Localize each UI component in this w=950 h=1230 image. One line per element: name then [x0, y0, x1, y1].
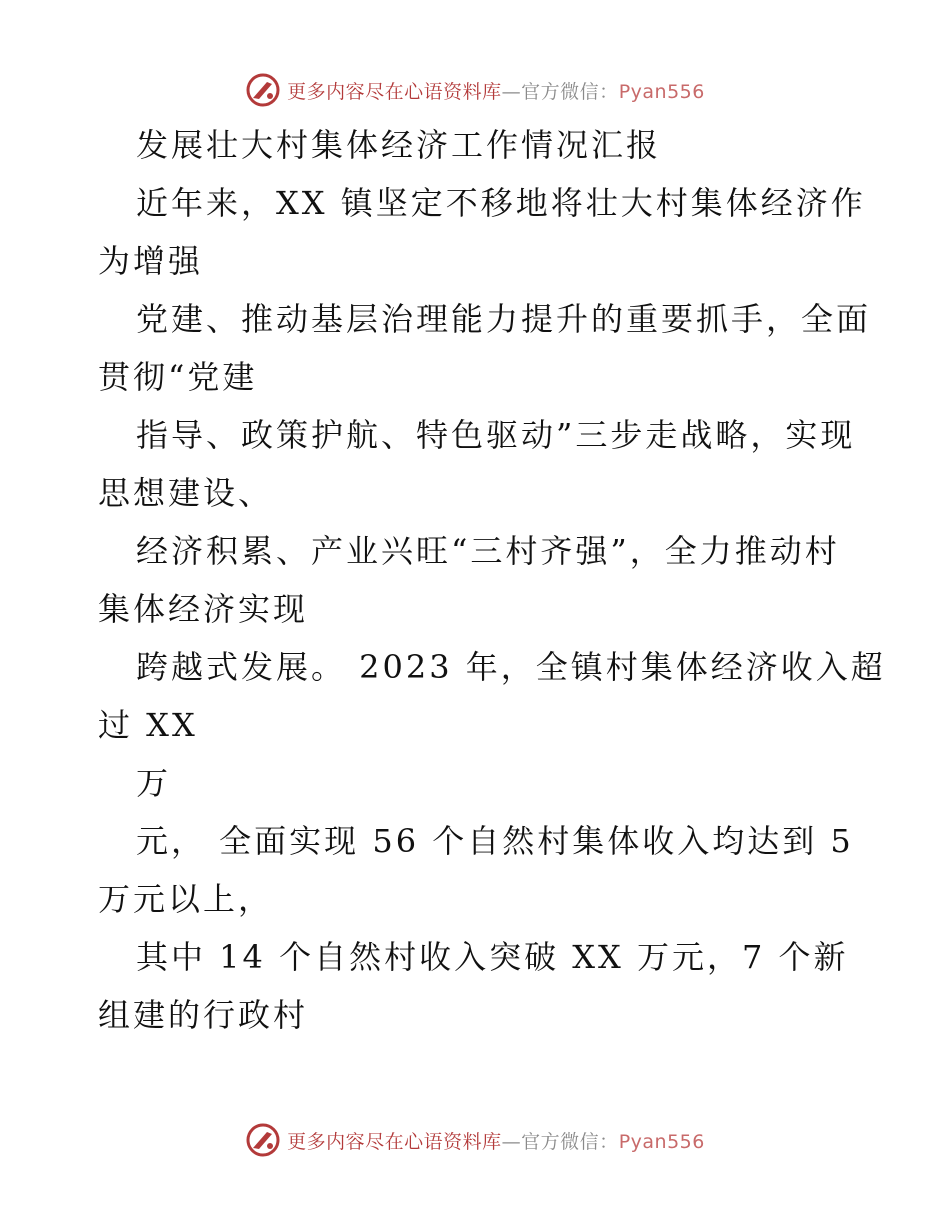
paragraph-line: 贯彻“党建: [98, 358, 258, 396]
document-title: 发展壮大村集体经济工作情况汇报: [136, 126, 662, 164]
banner-wechat-id: Pyan556: [618, 80, 705, 103]
paragraph-line: 经济积累、产业兴旺“三村齐强”，全力推动村: [136, 532, 840, 570]
document-body: [98, 116, 886, 1044]
banner-title: 更多内容尽在心语资料库: [287, 1130, 502, 1153]
paragraph-line: 万元以上，: [98, 880, 274, 918]
footer-banner-text: [287, 1127, 705, 1154]
paragraph-line: 元， 全面实现 56 个自然村集体收入均达到 5: [136, 822, 854, 860]
paragraph-line: 近年来，XX 镇坚定不移地将壮大村集体经济作: [136, 184, 866, 222]
quill-logo-icon: [245, 72, 281, 108]
banner-wechat-id: Pyan556: [618, 1130, 705, 1153]
paragraph-line: 党建、推动基层治理能力提升的重要抓手，全面: [136, 300, 872, 338]
paragraph-line: 跨越式发展。 2023 年，全镇村集体经济收入超: [136, 648, 886, 686]
header-banner-text: [287, 77, 705, 104]
paragraph-line: 指导、政策护航、特色驱动”三步走战略，实现: [136, 416, 856, 454]
banner-contact: —官方微信：: [501, 1130, 619, 1153]
paragraph-line: 集体经济实现: [98, 590, 309, 628]
banner-title: 更多内容尽在心语资料库: [287, 80, 502, 103]
paragraph-line: 为增强: [98, 242, 204, 280]
paragraph-line: 过 XX: [98, 706, 198, 744]
paragraph-line: 组建的行政村: [98, 996, 309, 1034]
quill-logo-icon: [245, 1122, 281, 1158]
paragraph-line: 其中 14 个自然村收入突破 XX 万元，7 个新: [136, 938, 849, 976]
paragraph-line: 思想建设、: [98, 474, 274, 512]
banner-contact: —官方微信：: [501, 80, 619, 103]
header-banner: [0, 70, 950, 110]
paragraph-line: 万: [136, 764, 172, 802]
footer-banner: [0, 1120, 950, 1160]
